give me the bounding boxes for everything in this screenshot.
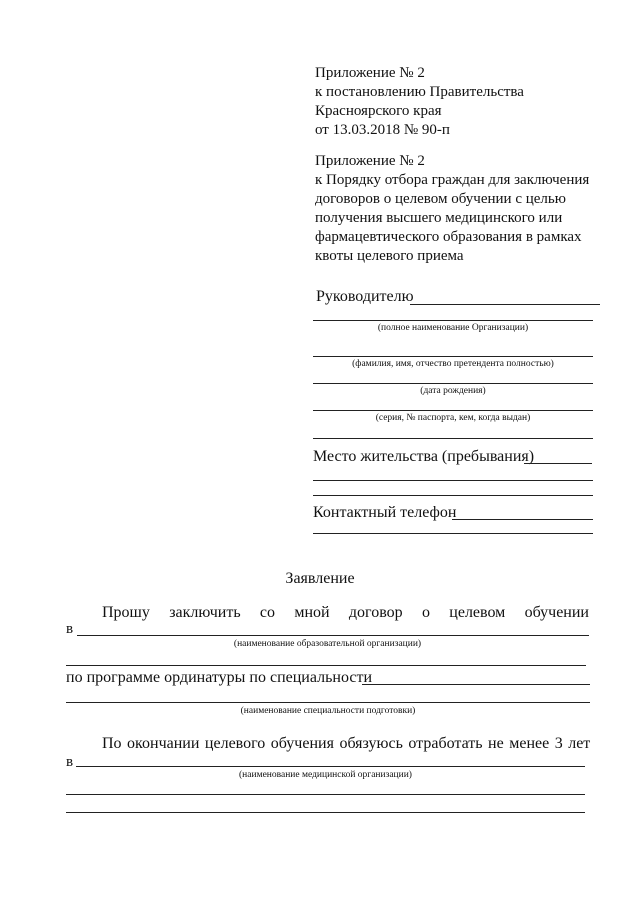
education-org-field[interactable] (77, 635, 589, 636)
phone-field[interactable] (452, 519, 593, 520)
appendix-resolution-line: к постановлению Правительства (315, 84, 524, 100)
appendix-resolution-title: Приложение № 2 (315, 65, 425, 81)
residence-field-line2[interactable] (313, 480, 593, 481)
appendix-procedure-line: к Порядку отбора граждан для заключения (315, 172, 590, 188)
education-org-field-line2[interactable] (66, 665, 586, 666)
request-word: целевом (449, 604, 506, 621)
request-word: договор (348, 604, 403, 621)
appendix-procedure-line: получения высшего медицинского или (315, 210, 563, 226)
specialty-field-line2[interactable] (66, 702, 590, 703)
specialty-caption: (наименование специальности подготовки) (240, 706, 416, 716)
program-label: по программе ординатуры по специальности (66, 669, 373, 686)
appendix-procedure-line: договоров о целевом обучении с целью (315, 191, 566, 207)
education-org-caption: (наименование образовательной организации) (233, 639, 422, 649)
medical-org-caption: (наименование медицинской организации) (239, 770, 412, 780)
birth-date-caption: (дата рождения) (420, 386, 486, 396)
appendix-resolution-line: от 13.03.2018 № 90-п (315, 122, 450, 138)
phone-label: Контактный телефон (313, 504, 457, 521)
appendix-procedure-block (315, 152, 589, 266)
addressee-name-field[interactable] (410, 304, 600, 305)
phone-field-line2[interactable] (313, 533, 593, 534)
appendix-resolution-block (315, 64, 524, 140)
medical-org-field-line2[interactable] (66, 794, 585, 795)
birth-date-field[interactable] (313, 383, 593, 384)
request-word: со (259, 604, 276, 621)
in-prefix: в (66, 621, 74, 637)
passport-field[interactable] (313, 410, 593, 411)
residence-field-line3[interactable] (313, 495, 593, 496)
request-line (102, 603, 589, 622)
residence-label: Место жительства (пребывания) (313, 448, 535, 465)
residence-field[interactable] (524, 463, 592, 464)
addressee-to-label: Руководителю (316, 288, 414, 305)
request-word: о (421, 604, 430, 621)
specialty-field[interactable] (362, 684, 590, 685)
appendix-procedure-line: фармацевтического образования в рамках (315, 229, 582, 245)
medical-org-field[interactable] (76, 766, 585, 767)
request-word: Прошу (102, 604, 150, 621)
request-word: заключить (169, 604, 241, 621)
appendix-resolution-line: Красноярского края (315, 103, 442, 119)
applicant-name-field[interactable] (313, 356, 593, 357)
applicant-name-caption: (фамилия, имя, отчество претендента полностью) (352, 359, 554, 369)
appendix-procedure-title: Приложение № 2 (315, 153, 425, 169)
medical-org-field-line3[interactable] (66, 812, 585, 813)
organization-field[interactable] (313, 320, 593, 321)
passport-caption: (серия, № паспорта, кем, когда выдан) (375, 413, 531, 423)
request-word: мной (294, 604, 330, 621)
statement-title: Заявление (285, 570, 355, 587)
organization-caption: (полное наименование Организации) (377, 323, 529, 333)
request-word: обучении (524, 604, 589, 621)
appendix-procedure-line: квоты целевого приема (315, 248, 464, 264)
obligation-text: По окончании целевого обучения обязуюсь отработать не менее 3 лет (102, 735, 591, 752)
in-prefix-2: в (66, 754, 74, 770)
passport-field-continued[interactable] (313, 438, 593, 439)
